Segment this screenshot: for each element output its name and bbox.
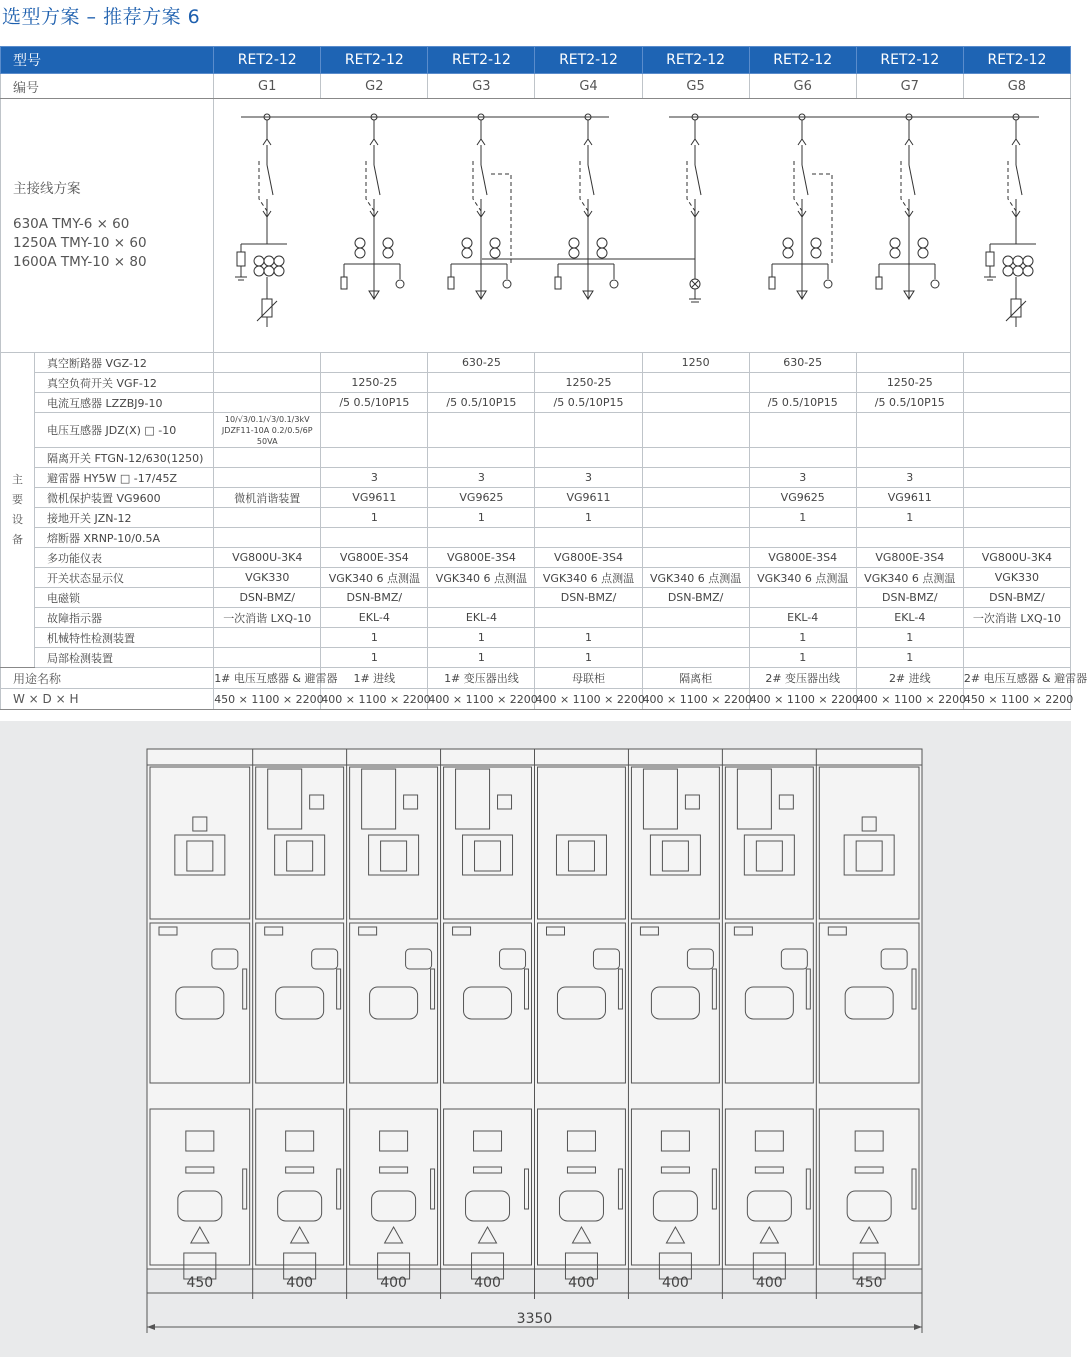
cabinet-width-label: 400: [380, 1275, 407, 1291]
equipment-value: [642, 628, 749, 648]
current-transformer: [890, 248, 900, 258]
usage-cell: 2# 变压器出线: [749, 668, 856, 689]
equipment-value: [214, 508, 321, 528]
equipment-value: [214, 528, 321, 548]
pt-coil: [264, 256, 274, 266]
pt-coil: [264, 266, 274, 276]
equipment-value: VGK340 6 点测温: [321, 568, 428, 588]
equipment-value: 1: [856, 628, 963, 648]
wiring-label-cell: [1, 99, 214, 353]
dimension-cell: 450 × 1100 × 2200: [963, 689, 1070, 710]
equipment-value: [856, 353, 963, 373]
model-cell: RET2-12: [428, 47, 535, 74]
withdrawable-frame: [580, 161, 588, 211]
equipment-value: [642, 608, 749, 628]
equipment-value: 1: [749, 628, 856, 648]
equipment-value: [963, 488, 1070, 508]
equipment-value: VGK340 6 点测温: [642, 568, 749, 588]
main-equipment-group-label: [1, 353, 35, 668]
equipment-value: [214, 628, 321, 648]
equipment-value: DSN-BMZ/: [856, 588, 963, 608]
current-transformer: [355, 248, 365, 258]
equipment-value: /5 0.5/10P15: [321, 393, 428, 413]
number-row: [1, 74, 1071, 99]
interlock-line: [491, 174, 511, 264]
page-title: 选型方案 – 推荐方案 6: [2, 6, 201, 28]
equipment-value: [642, 488, 749, 508]
model-row: [1, 47, 1071, 74]
equipment-value: [428, 588, 535, 608]
equipment-value: [749, 528, 856, 548]
equipment-value: 3: [535, 468, 642, 488]
cabinet-width-label: 400: [568, 1275, 595, 1291]
equipment-row: [1, 448, 1071, 468]
equipment-name: 电磁锁: [35, 588, 214, 608]
current-transformer: [490, 248, 500, 258]
equipment-value: 1: [749, 648, 856, 668]
equipment-value: [963, 413, 1070, 448]
surge-arrester: [341, 277, 347, 289]
switch-blade: [588, 165, 594, 195]
equipment-value: [321, 413, 428, 448]
equipment-value: [321, 353, 428, 373]
equipment-value: [214, 393, 321, 413]
equipment-value: [642, 648, 749, 668]
usage-label: 用途名称: [1, 668, 214, 689]
surge-arrester: [555, 277, 561, 289]
equipment-row: [1, 648, 1071, 668]
model-cell: RET2-12: [856, 47, 963, 74]
busbar-spec: 630A TMY-6 × 60: [13, 216, 130, 232]
current-transformer: [597, 238, 607, 248]
wiring-diagram-cell: [214, 99, 1071, 353]
equipment-value: 1250: [642, 353, 749, 373]
switch-blade: [374, 165, 380, 195]
equipment-value: VG800U-3K4: [214, 548, 321, 568]
equipment-value: [963, 448, 1070, 468]
equipment-value: 630-25: [749, 353, 856, 373]
pt-coil: [1003, 256, 1013, 266]
equipment-value: VGK330: [214, 568, 321, 588]
equipment-name: 开关状态显示仪: [35, 568, 214, 588]
equipment-value: 1: [535, 508, 642, 528]
feeder-scheme-1: [235, 114, 287, 327]
equipment-row: [1, 588, 1071, 608]
group-char: 要: [12, 493, 24, 506]
equipment-value: VG9611: [321, 488, 428, 508]
equipment-name: 局部检测装置: [35, 648, 214, 668]
equipment-value: [214, 448, 321, 468]
switch-blade: [909, 165, 915, 195]
equipment-row: [1, 413, 1071, 448]
equipment-value: [642, 413, 749, 448]
feeder-scheme-6: [769, 114, 832, 299]
equipment-value: [642, 528, 749, 548]
number-cell: G1: [214, 74, 321, 99]
dimension-arrow: [914, 1324, 922, 1330]
indicator-lamp: [503, 280, 511, 288]
current-transformer: [569, 238, 579, 248]
equipment-row: [1, 353, 1071, 373]
equipment-value: DSN-BMZ/: [321, 588, 428, 608]
equipment-value: EKL-4: [428, 608, 535, 628]
equipment-value: /5 0.5/10P15: [749, 393, 856, 413]
equipment-value: [963, 648, 1070, 668]
pt-coil: [1003, 266, 1013, 276]
current-transformer: [462, 238, 472, 248]
equipment-value: DSN-BMZ/: [214, 588, 321, 608]
equipment-value: VG9611: [535, 488, 642, 508]
equipment-row: [1, 468, 1071, 488]
total-width-label: 3350: [516, 1311, 553, 1327]
equipment-value: 一次消谐 LXQ-10: [214, 608, 321, 628]
current-transformer: [783, 238, 793, 248]
equipment-row: [1, 608, 1071, 628]
equipment-value: 一次消谐 LXQ-10: [963, 608, 1070, 628]
equipment-value: VGK330: [963, 568, 1070, 588]
number-cell: G7: [856, 74, 963, 99]
vt-ratio-text: 10/√3/0.1/√3/0.1/3kV: [224, 414, 310, 424]
equipment-value: 3: [856, 468, 963, 488]
surge-arrester: [769, 277, 775, 289]
number-label: 编号: [1, 74, 214, 99]
equipment-value: [214, 353, 321, 373]
withdrawable-frame: [366, 161, 374, 211]
equipment-value: [856, 448, 963, 468]
vt-model-text: JDZF11-10A 0.2/0.5/6P 50VA: [221, 425, 313, 446]
equipment-value: VG800E-3S4: [535, 548, 642, 568]
pt-coil: [1013, 256, 1023, 266]
equipment-value: [749, 588, 856, 608]
equipment-row: [1, 508, 1071, 528]
equipment-value: 1: [321, 508, 428, 528]
equipment-value: [963, 373, 1070, 393]
equipment-value: 3: [321, 468, 428, 488]
equipment-value: [749, 448, 856, 468]
equipment-name: 真空断路器 VGZ-12: [35, 353, 214, 373]
switch-blade: [1016, 165, 1022, 195]
equipment-value: DSN-BMZ/: [642, 588, 749, 608]
pt-coil: [1023, 256, 1033, 266]
current-transformer: [811, 238, 821, 248]
number-cell: G4: [535, 74, 642, 99]
cabinet-width-label: 450: [855, 1275, 883, 1291]
equipment-value: VGK340 6 点测温: [428, 568, 535, 588]
feeder-scheme-5: [482, 114, 701, 302]
equipment-value: [963, 528, 1070, 548]
current-transformer: [462, 248, 472, 258]
equipment-value: 微机消谐装置: [214, 488, 321, 508]
current-transformer: [569, 248, 579, 258]
equipment-name: 机械特性检测装置: [35, 628, 214, 648]
disconnect-contact: [477, 139, 485, 145]
equipment-name: 真空负荷开关 VGF-12: [35, 373, 214, 393]
equipment-name: 电压互感器 JDZ(X) □ -10: [35, 413, 214, 448]
group-char: 主: [12, 473, 24, 486]
equipment-value: [428, 373, 535, 393]
equipment-value: 630-25: [428, 353, 535, 373]
equipment-value: DSN-BMZ/: [963, 588, 1070, 608]
equipment-value: VG800U-3K4: [963, 548, 1070, 568]
model-cell: RET2-12: [321, 47, 428, 74]
equipment-value: [856, 413, 963, 448]
equipment-value: [214, 373, 321, 393]
equipment-name: 故障指示器: [35, 608, 214, 628]
equipment-row: [1, 628, 1071, 648]
pt-coil: [274, 266, 284, 276]
current-transformer: [597, 248, 607, 258]
withdrawable-frame: [687, 161, 695, 211]
feeder-scheme-8: [984, 114, 1036, 327]
number-cell: G3: [428, 74, 535, 99]
indicator-lamp: [931, 280, 939, 288]
pt-coil: [254, 256, 264, 266]
equipment-value: /5 0.5/10P15: [535, 393, 642, 413]
switchgear-front-elevation: [0, 721, 1071, 1357]
equipment-value: VG9611: [856, 488, 963, 508]
disconnect-contact: [370, 139, 378, 145]
equipment-value: /5 0.5/10P15: [428, 393, 535, 413]
equipment-name: 熔断器 XRNP-10/0.5A: [35, 528, 214, 548]
equipment-name: 避雷器 HY5W □ -17/45Z: [35, 468, 214, 488]
equipment-value: [428, 528, 535, 548]
equipment-value: VGK340 6 点测温: [535, 568, 642, 588]
equipment-value: DSN-BMZ/: [535, 588, 642, 608]
front-elevation-area: [0, 721, 1071, 1357]
equipment-value: [642, 373, 749, 393]
equipment-value: VG9625: [428, 488, 535, 508]
model-cell: RET2-12: [963, 47, 1070, 74]
dimension-cell: 400 × 1100 × 2200: [749, 689, 856, 710]
cabinet-width-label: 400: [286, 1275, 314, 1291]
equipment-value: VG800E-3S4: [749, 548, 856, 568]
equipment-value: VG800E-3S4: [856, 548, 963, 568]
equipment-value: [856, 528, 963, 548]
surge-arrester: [876, 277, 882, 289]
dimension-arrow: [147, 1324, 155, 1330]
interlock-line: [812, 174, 832, 264]
wiring-row: [1, 99, 1071, 353]
dimension-cell: 400 × 1100 × 2200: [642, 689, 749, 710]
cabinet-width-label: 400: [755, 1275, 783, 1291]
withdrawable-frame: [901, 161, 909, 211]
equipment-value: 1250-25: [321, 373, 428, 393]
model-cell: RET2-12: [214, 47, 321, 74]
disconnect-contact: [905, 139, 913, 145]
group-char: 设: [12, 513, 24, 526]
equipment-value: [214, 648, 321, 668]
current-transformer: [811, 248, 821, 258]
dimension-cell: 400 × 1100 × 2200: [321, 689, 428, 710]
indicator-lamp: [824, 280, 832, 288]
equipment-value: [642, 468, 749, 488]
model-label: 型号: [1, 47, 214, 74]
equipment-value: [428, 448, 535, 468]
current-transformer: [918, 248, 928, 258]
cabinet-width-label: 450: [186, 1275, 214, 1291]
equipment-row: [1, 373, 1071, 393]
dimension-row: [1, 689, 1071, 710]
indicator-lamp: [396, 280, 404, 288]
switch-blade: [267, 165, 273, 195]
equipment-value: 1: [856, 508, 963, 528]
pt-coil: [254, 266, 264, 276]
equipment-row: [1, 488, 1071, 508]
equipment-value: EKL-4: [321, 608, 428, 628]
dimension-cell: 400 × 1100 × 2200: [535, 689, 642, 710]
equipment-value: [214, 413, 321, 448]
current-transformer: [890, 238, 900, 248]
equipment-value: [642, 508, 749, 528]
equipment-value: [963, 628, 1070, 648]
withdrawable-frame: [794, 161, 802, 211]
disconnect-contact: [691, 139, 699, 145]
equipment-value: 1: [428, 648, 535, 668]
equipment-value: 1: [535, 648, 642, 668]
current-transformer: [355, 238, 365, 248]
equipment-value: 1250-25: [856, 373, 963, 393]
equipment-value: [749, 413, 856, 448]
equipment-value: 1: [321, 628, 428, 648]
equipment-value: [321, 448, 428, 468]
usage-cell: 1# 进线: [321, 668, 428, 689]
equipment-value: [535, 608, 642, 628]
equipment-value: 1: [535, 628, 642, 648]
switch-blade: [802, 165, 808, 195]
equipment-name: 隔离开关 FTGN-12/630(1250): [35, 448, 214, 468]
equipment-row: [1, 528, 1071, 548]
model-cell: RET2-12: [535, 47, 642, 74]
dimension-cell: 400 × 1100 × 2200: [428, 689, 535, 710]
wiring-label: 主接线方案: [13, 181, 81, 197]
equipment-value: 1: [321, 648, 428, 668]
pt-coil: [1013, 266, 1023, 276]
pt-coil: [1023, 266, 1033, 276]
equipment-value: VGK340 6 点测温: [749, 568, 856, 588]
feeder-scheme-3: [448, 114, 511, 299]
switch-blade: [695, 165, 701, 195]
equipment-value: [963, 508, 1070, 528]
feeder-scheme-4: [555, 114, 618, 299]
equipment-value: VG800E-3S4: [428, 548, 535, 568]
equipment-name: 微机保护装置 VG9600: [35, 488, 214, 508]
equipment-name: 电流互感器 LZZBJ9-10: [35, 393, 214, 413]
withdrawable-frame: [259, 161, 267, 211]
equipment-value: 3: [749, 468, 856, 488]
equipment-value: 3: [428, 468, 535, 488]
equipment-value: 1: [428, 508, 535, 528]
equipment-value: VGK340 6 点测温: [856, 568, 963, 588]
equipment-value: 1: [749, 508, 856, 528]
usage-cell: 隔离柜: [642, 668, 749, 689]
usage-cell: 母联柜: [535, 668, 642, 689]
dimension-label: W × D × H: [1, 689, 214, 710]
surge-arrester: [448, 277, 454, 289]
current-transformer: [918, 238, 928, 248]
equipment-value: [963, 468, 1070, 488]
model-cell: RET2-12: [642, 47, 749, 74]
equipment-value: [642, 548, 749, 568]
equipment-name: 多功能仪表: [35, 548, 214, 568]
equipment-value: [535, 413, 642, 448]
equipment-value: [535, 353, 642, 373]
equipment-value: VG800E-3S4: [321, 548, 428, 568]
equipment-row: [1, 393, 1071, 413]
dimension-cell: 450 × 1100 × 2200: [214, 689, 321, 710]
equipment-name: 接地开关 JZN-12: [35, 508, 214, 528]
switch-blade: [481, 165, 487, 195]
equipment-value: [214, 468, 321, 488]
busbar-spec: 1250A TMY-10 × 60: [13, 235, 147, 251]
equipment-row: [1, 548, 1071, 568]
equipment-value: [963, 353, 1070, 373]
equipment-value: 1250-25: [535, 373, 642, 393]
equipment-value: [749, 373, 856, 393]
number-cell: G5: [642, 74, 749, 99]
current-transformer: [490, 238, 500, 248]
number-cell: G6: [749, 74, 856, 99]
dimension-cell: 400 × 1100 × 2200: [856, 689, 963, 710]
model-cell: RET2-12: [749, 47, 856, 74]
disconnect-contact: [798, 139, 806, 145]
usage-row: [1, 668, 1071, 689]
equipment-value: [963, 393, 1070, 413]
equipment-value: [642, 448, 749, 468]
number-cell: G8: [963, 74, 1070, 99]
fuse-symbol: [237, 252, 245, 266]
cabinet-width-label: 400: [662, 1275, 689, 1291]
equipment-value: [535, 528, 642, 548]
indicator-lamp: [610, 280, 618, 288]
usage-cell: 2# 进线: [856, 668, 963, 689]
cabinet-width-label: 400: [474, 1275, 501, 1291]
equipment-value: EKL-4: [749, 608, 856, 628]
equipment-value: 1: [856, 648, 963, 668]
equipment-value: [321, 528, 428, 548]
usage-cell: 1# 电压互感器 & 避雷器: [214, 668, 321, 689]
equipment-row: [1, 568, 1071, 588]
current-transformer: [783, 248, 793, 258]
busbar-spec: 1600A TMY-10 × 80: [13, 254, 147, 270]
equipment-value: [428, 413, 535, 448]
group-char: 备: [12, 533, 24, 546]
equipment-value: /5 0.5/10P15: [856, 393, 963, 413]
usage-cell: 2# 电压互感器 & 避雷器: [963, 668, 1070, 689]
usage-cell: 1# 变压器出线: [428, 668, 535, 689]
disconnect-contact: [1012, 139, 1020, 145]
selection-table: [0, 46, 1087, 710]
current-transformer: [383, 248, 393, 258]
disconnect-contact: [584, 139, 592, 145]
pt-coil: [274, 256, 284, 266]
equipment-value: EKL-4: [856, 608, 963, 628]
equipment-value: [642, 393, 749, 413]
equipment-value: [535, 448, 642, 468]
feeder-scheme-7: [876, 114, 939, 299]
disconnect-contact: [263, 139, 271, 145]
equipment-value: VG9625: [749, 488, 856, 508]
current-transformer: [383, 238, 393, 248]
equipment-value: 1: [428, 628, 535, 648]
feeder-scheme-2: [341, 114, 404, 299]
main-wiring-diagram: [214, 99, 1070, 349]
withdrawable-frame: [473, 161, 481, 211]
fuse-symbol: [986, 252, 994, 266]
withdrawable-frame: [1008, 161, 1016, 211]
number-cell: G2: [321, 74, 428, 99]
